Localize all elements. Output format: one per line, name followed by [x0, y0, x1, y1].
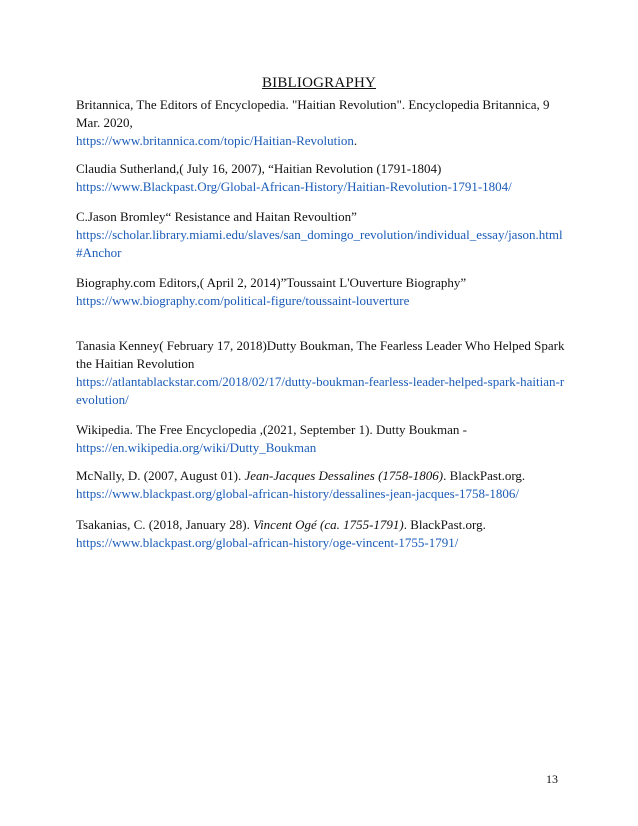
entry-link[interactable]: https://en.wikipedia.org/wiki/Dutty_Boukman: [76, 440, 317, 455]
bibliography-entry-kenney: [76, 337, 568, 409]
bibliography-entry-britannica: [76, 96, 568, 150]
bibliography-entry-tsakanias: [76, 516, 568, 552]
entry-citation: C.Jason Bromley“ Resistance and Haitan Revoultion”: [76, 209, 357, 224]
entry-citation: Tanasia Kenney( February 17, 2018)Dutty Boukman, The Fearless Leader Who Helped Spark the Haitian Revolution: [76, 338, 565, 371]
bibliography-entry-wikipedia: [76, 421, 568, 457]
entry-citation: Britannica, The Editors of Encyclopedia. "Haitian Revolution". Encyclopedia Britannica, 9 Mar. 2020,: [76, 97, 550, 130]
entry-citation-title: Vincent Ogé (ca. 1755-1791): [253, 517, 404, 532]
bibliography-entry-mcnally: [76, 467, 568, 503]
entry-citation-publisher: . BlackPast.org.: [403, 517, 486, 532]
entry-citation: Claudia Sutherland,( July 16, 2007), “Haitian Revolution (1791-1804): [76, 161, 442, 176]
entry-link[interactable]: https://www.britannica.com/topic/Haitian-Revolution: [76, 133, 354, 148]
entry-citation: [76, 467, 568, 485]
entry-link[interactable]: https://www.biography.com/political-figure/toussaint-louverture: [76, 293, 410, 308]
bibliography-entry-biography: [76, 274, 568, 310]
entry-citation: Biography.com Editors,( April 2, 2014)”Toussaint L'Ouverture Biography”: [76, 275, 467, 290]
entry-citation-author-date: McNally, D. (2007, August 01).: [76, 468, 245, 483]
entry-punctuation: .: [353, 133, 358, 148]
entry-citation: Wikipedia. The Free Encyclopedia ,(2021, September 1). Dutty Boukman -: [76, 422, 467, 437]
entry-link[interactable]: https://www.blackpast.org/global-african-history/oge-vincent-1755-1791/: [76, 535, 459, 550]
bibliography-entry-bromley: [76, 208, 568, 262]
entry-citation: [76, 516, 568, 534]
bibliography-title: BIBLIOGRAPHY: [261, 75, 377, 91]
entry-link[interactable]: https://www.blackpast.org/global-african-history/dessalines-jean-jacques-1758-1806/: [76, 486, 519, 501]
entry-citation-title: Jean-Jacques Dessalines (1758-1806): [244, 468, 444, 483]
entry-link[interactable]: https://www.Blackpast.Org/Global-African-History/Haitian-Revolution-1791-1804/: [76, 179, 512, 194]
page-number: 13: [546, 772, 558, 786]
entry-citation-publisher: . BlackPast.org.: [443, 468, 526, 483]
entry-link[interactable]: https://scholar.library.miami.edu/slaves/san_domingo_revolution/individual_essay/jason.html#Anchor: [76, 227, 563, 260]
entry-link[interactable]: https://atlantablackstar.com/2018/02/17/dutty-boukman-fearless-leader-helped-spark-haitian-revolution/: [76, 374, 565, 407]
entry-citation-author-date: Tsakanias, C. (2018, January 28).: [76, 517, 254, 532]
bibliography-entry-sutherland: [76, 160, 568, 196]
